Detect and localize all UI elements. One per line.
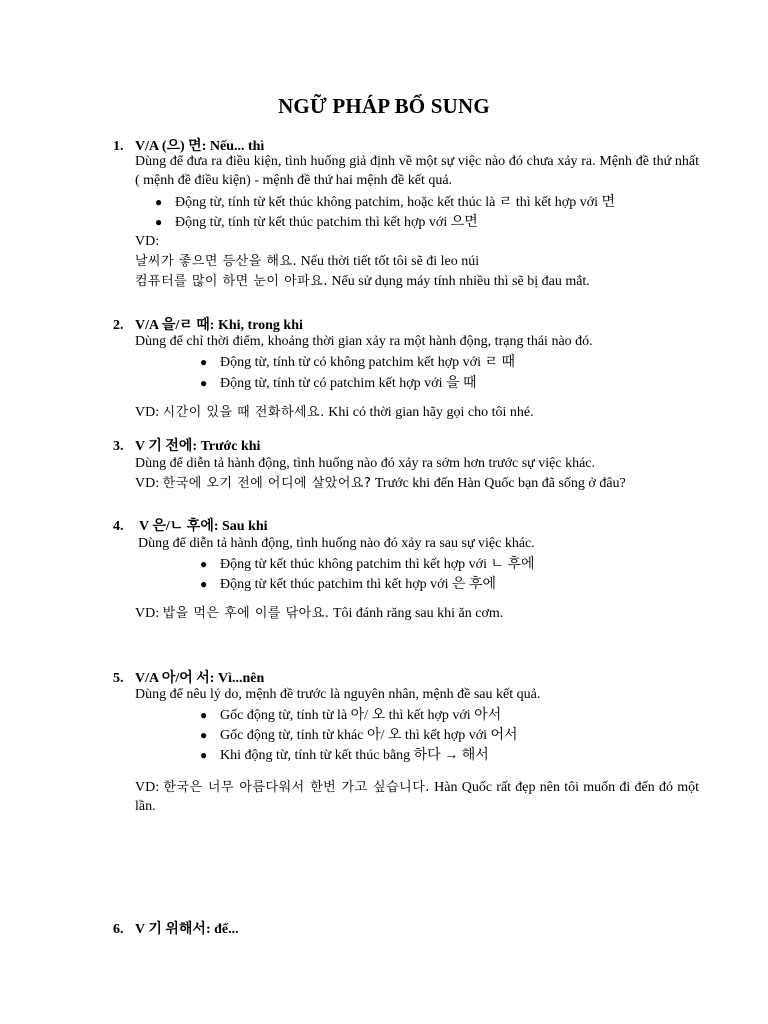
bullet-text: Động từ kết thúc patchim thì kết hợp với 은 후에 bbox=[220, 577, 497, 592]
example-line bbox=[135, 253, 479, 271]
bullet-icon: ● bbox=[200, 355, 208, 369]
bullet-icon: ● bbox=[200, 708, 208, 722]
example-korean: 한국에 오기 전에 어디에 살았어요? bbox=[162, 476, 372, 491]
section-number: 4. bbox=[113, 519, 124, 534]
section-description: Dùng để diễn tả hành động, tình huống nào đó xảy ra sớm hơn trước sự việc khác. bbox=[135, 456, 596, 471]
section-title: V/A 을/ㄹ 때: Khi, trong khi bbox=[135, 318, 303, 333]
example-korean: 한국은 너무 아름다워서 한번 가고 싶습니다. bbox=[163, 780, 430, 795]
section-number: 2. bbox=[113, 318, 124, 333]
example-translation: Nếu sử dụng máy tính nhiều thì sẽ bị đau mắt. bbox=[327, 274, 590, 289]
bullet-icon: ● bbox=[200, 577, 208, 591]
bullet-icon: ● bbox=[155, 215, 163, 229]
example-translation: Nếu thời tiết tốt tôi sẽ đi leo núi bbox=[297, 254, 480, 269]
section-heading bbox=[113, 515, 268, 535]
example-label: VD: bbox=[135, 476, 163, 491]
bullet-item bbox=[200, 575, 496, 594]
section-title: V 기 전에: Trước khi bbox=[135, 439, 261, 454]
bullet-item bbox=[155, 213, 478, 232]
bullet-text: Động từ, tính từ có patchim kết hợp với 을 때 bbox=[220, 376, 477, 391]
bullet-text: Gốc động từ, tính từ khác 아/ 오 thì kết hợp với 어서 bbox=[220, 728, 518, 743]
bullet-text: Động từ, tính từ kết thúc patchim thì kết hợp với 으면 bbox=[175, 215, 478, 230]
bullet-item bbox=[200, 746, 489, 765]
bullet-icon: ● bbox=[200, 748, 208, 762]
section-description: Dùng để chỉ thời điểm, khoảng thời gian xảy ra một hành động, trạng thái nào đó. bbox=[135, 334, 593, 349]
example-line bbox=[135, 475, 626, 493]
bullet-text: Động từ, tính từ có không patchim kết hợp với ㄹ 때 bbox=[220, 355, 516, 370]
example-label: VD: bbox=[135, 780, 164, 795]
bullet-item bbox=[200, 726, 518, 745]
section-heading bbox=[113, 314, 303, 334]
section-number: 3. bbox=[113, 439, 124, 454]
bullet-text: Động từ, tính từ kết thúc không patchim, hoặc kết thúc là ㄹ thì kết hợp với 면 bbox=[175, 195, 616, 210]
example-translation: Khi có thời gian hãy gọi cho tôi nhé. bbox=[324, 405, 534, 420]
example-translation: Tôi đánh răng sau khi ăn cơm. bbox=[329, 606, 504, 621]
example-label: VD: bbox=[135, 234, 160, 249]
section-number: 6. bbox=[113, 922, 124, 937]
bullet-icon: ● bbox=[200, 557, 208, 571]
example-paragraph bbox=[135, 778, 699, 816]
example-line bbox=[135, 273, 590, 291]
section-title: V/A (으) 면: Nếu... thì bbox=[135, 139, 265, 154]
example-label: VD: bbox=[135, 405, 163, 420]
bullet-text: Động từ kết thúc không patchim thì kết hợp với ㄴ 후에 bbox=[220, 557, 535, 572]
bullet-icon: ● bbox=[200, 376, 208, 390]
section-title: V 은/ㄴ 후에: Sau khi bbox=[139, 519, 268, 534]
bullet-text: Gốc động từ, tính từ là 아/ 오 thì kết hợp với 아서 bbox=[220, 708, 502, 723]
section-description: Dùng để diễn tả hành động, tình huống nào đó xảy ra sau sự việc khác. bbox=[138, 536, 535, 551]
bullet-item bbox=[200, 353, 515, 372]
example-line bbox=[135, 605, 503, 623]
bullet-icon: ● bbox=[200, 728, 208, 742]
section-heading bbox=[113, 667, 264, 687]
section-title: V 기 위해서: để... bbox=[135, 922, 239, 937]
bullet-item bbox=[200, 706, 501, 725]
example-translation: Trước khi đến Hàn Quốc bạn đã sống ở đâu? bbox=[371, 476, 626, 491]
section-description: Dùng để đưa ra điều kiện, tình huống giả định về một sự việc nào đó chưa xảy ra. Mệnh đề thứ nhất ( mệnh đề điều kiện) - mệnh đề thứ hai mệnh đề kết quả. bbox=[135, 154, 699, 188]
example-korean: 시간이 있을 때 전화하세요. bbox=[162, 405, 325, 420]
section-title: V/A 아/어 서: Vì...nên bbox=[135, 671, 265, 686]
example-korean: 밥을 먹은 후에 이를 닦아요. bbox=[162, 606, 330, 621]
bullet-text: Khi động từ, tính từ kết thúc bằng 하다 → 해서 bbox=[220, 748, 489, 763]
example-line bbox=[135, 404, 534, 422]
section-number: 5. bbox=[113, 671, 124, 686]
example-label: VD: bbox=[135, 606, 163, 621]
example-korean: 컴퓨터를 많이 하면 눈이 아파요. bbox=[135, 274, 328, 289]
example-korean: 날씨가 좋으면 등산을 해요. bbox=[135, 254, 298, 269]
section-description: Dùng để nêu lý do, mệnh đề trước là nguyên nhân, mệnh đề sau kết quả. bbox=[135, 687, 541, 702]
section-heading bbox=[113, 435, 260, 455]
bullet-item bbox=[155, 193, 615, 212]
section-heading bbox=[113, 918, 239, 938]
document-title: NGỮ PHÁP BỔ SUNG bbox=[278, 94, 490, 118]
bullet-item bbox=[200, 555, 535, 574]
bullet-icon: ● bbox=[155, 195, 163, 209]
bullet-item bbox=[200, 374, 477, 393]
example-translation: Hàn Quốc rất đẹp nên tôi muốn đi đến đó một lần. bbox=[135, 780, 699, 814]
section-number: 1. bbox=[113, 139, 124, 154]
